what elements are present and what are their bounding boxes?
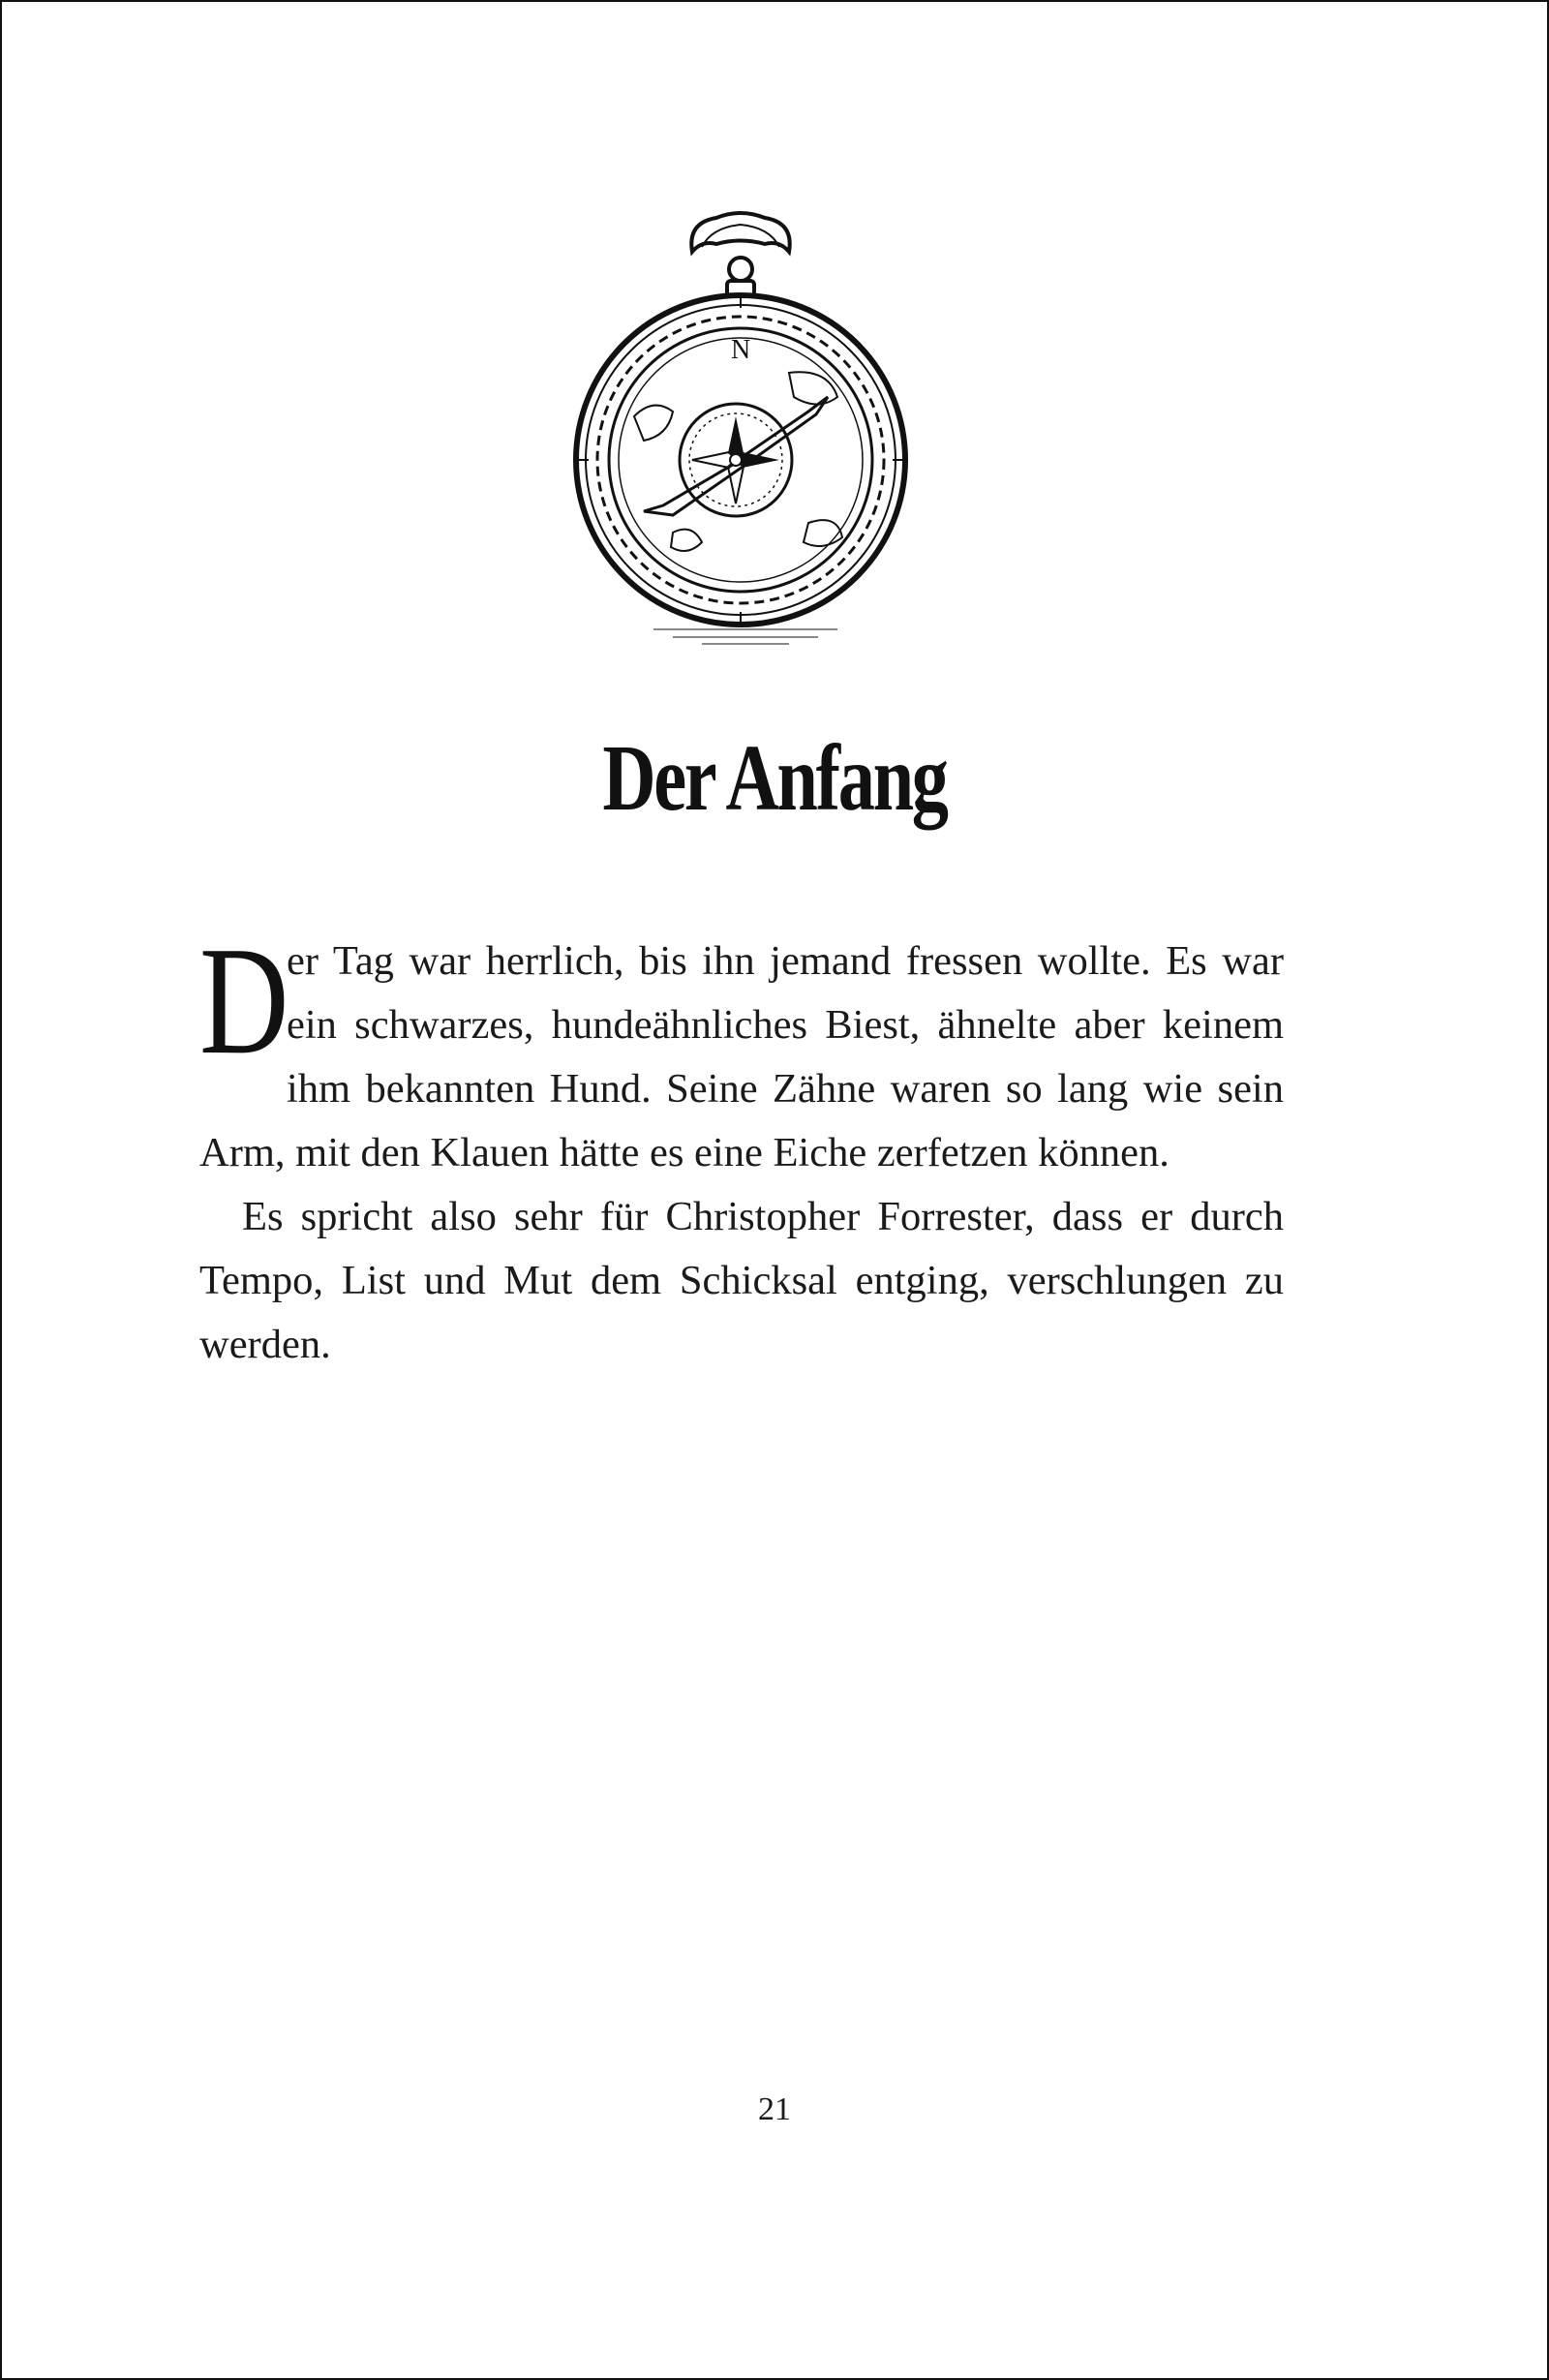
pocket-compass-icon: [547, 203, 934, 658]
chapter-body: [199, 914, 1284, 1377]
chapter-title: Der Anfang: [602, 726, 947, 831]
page-number: 21: [758, 2091, 791, 2127]
paragraph-1-text: er Tag war herrlich, bis ihn jemand fressen wollte. Es war ein schwarzes, hundeähnliches Biest, ähnelte aber keinem ihm bekannten Hund. Seine Zähne waren so lang wie sein Arm, mit den Klauen hätte es eine Eiche zerfetzen können.: [199, 938, 1284, 1175]
compass-north-label: N: [731, 335, 751, 365]
drop-cap: D: [199, 914, 289, 1086]
paragraph-2: Es spricht also sehr für Christopher Forrester, dass er durch Tempo, List und Mut dem Schicksal entging, verschlungen zu werden.: [199, 1194, 1284, 1367]
paragraph-1: [199, 914, 1284, 1185]
